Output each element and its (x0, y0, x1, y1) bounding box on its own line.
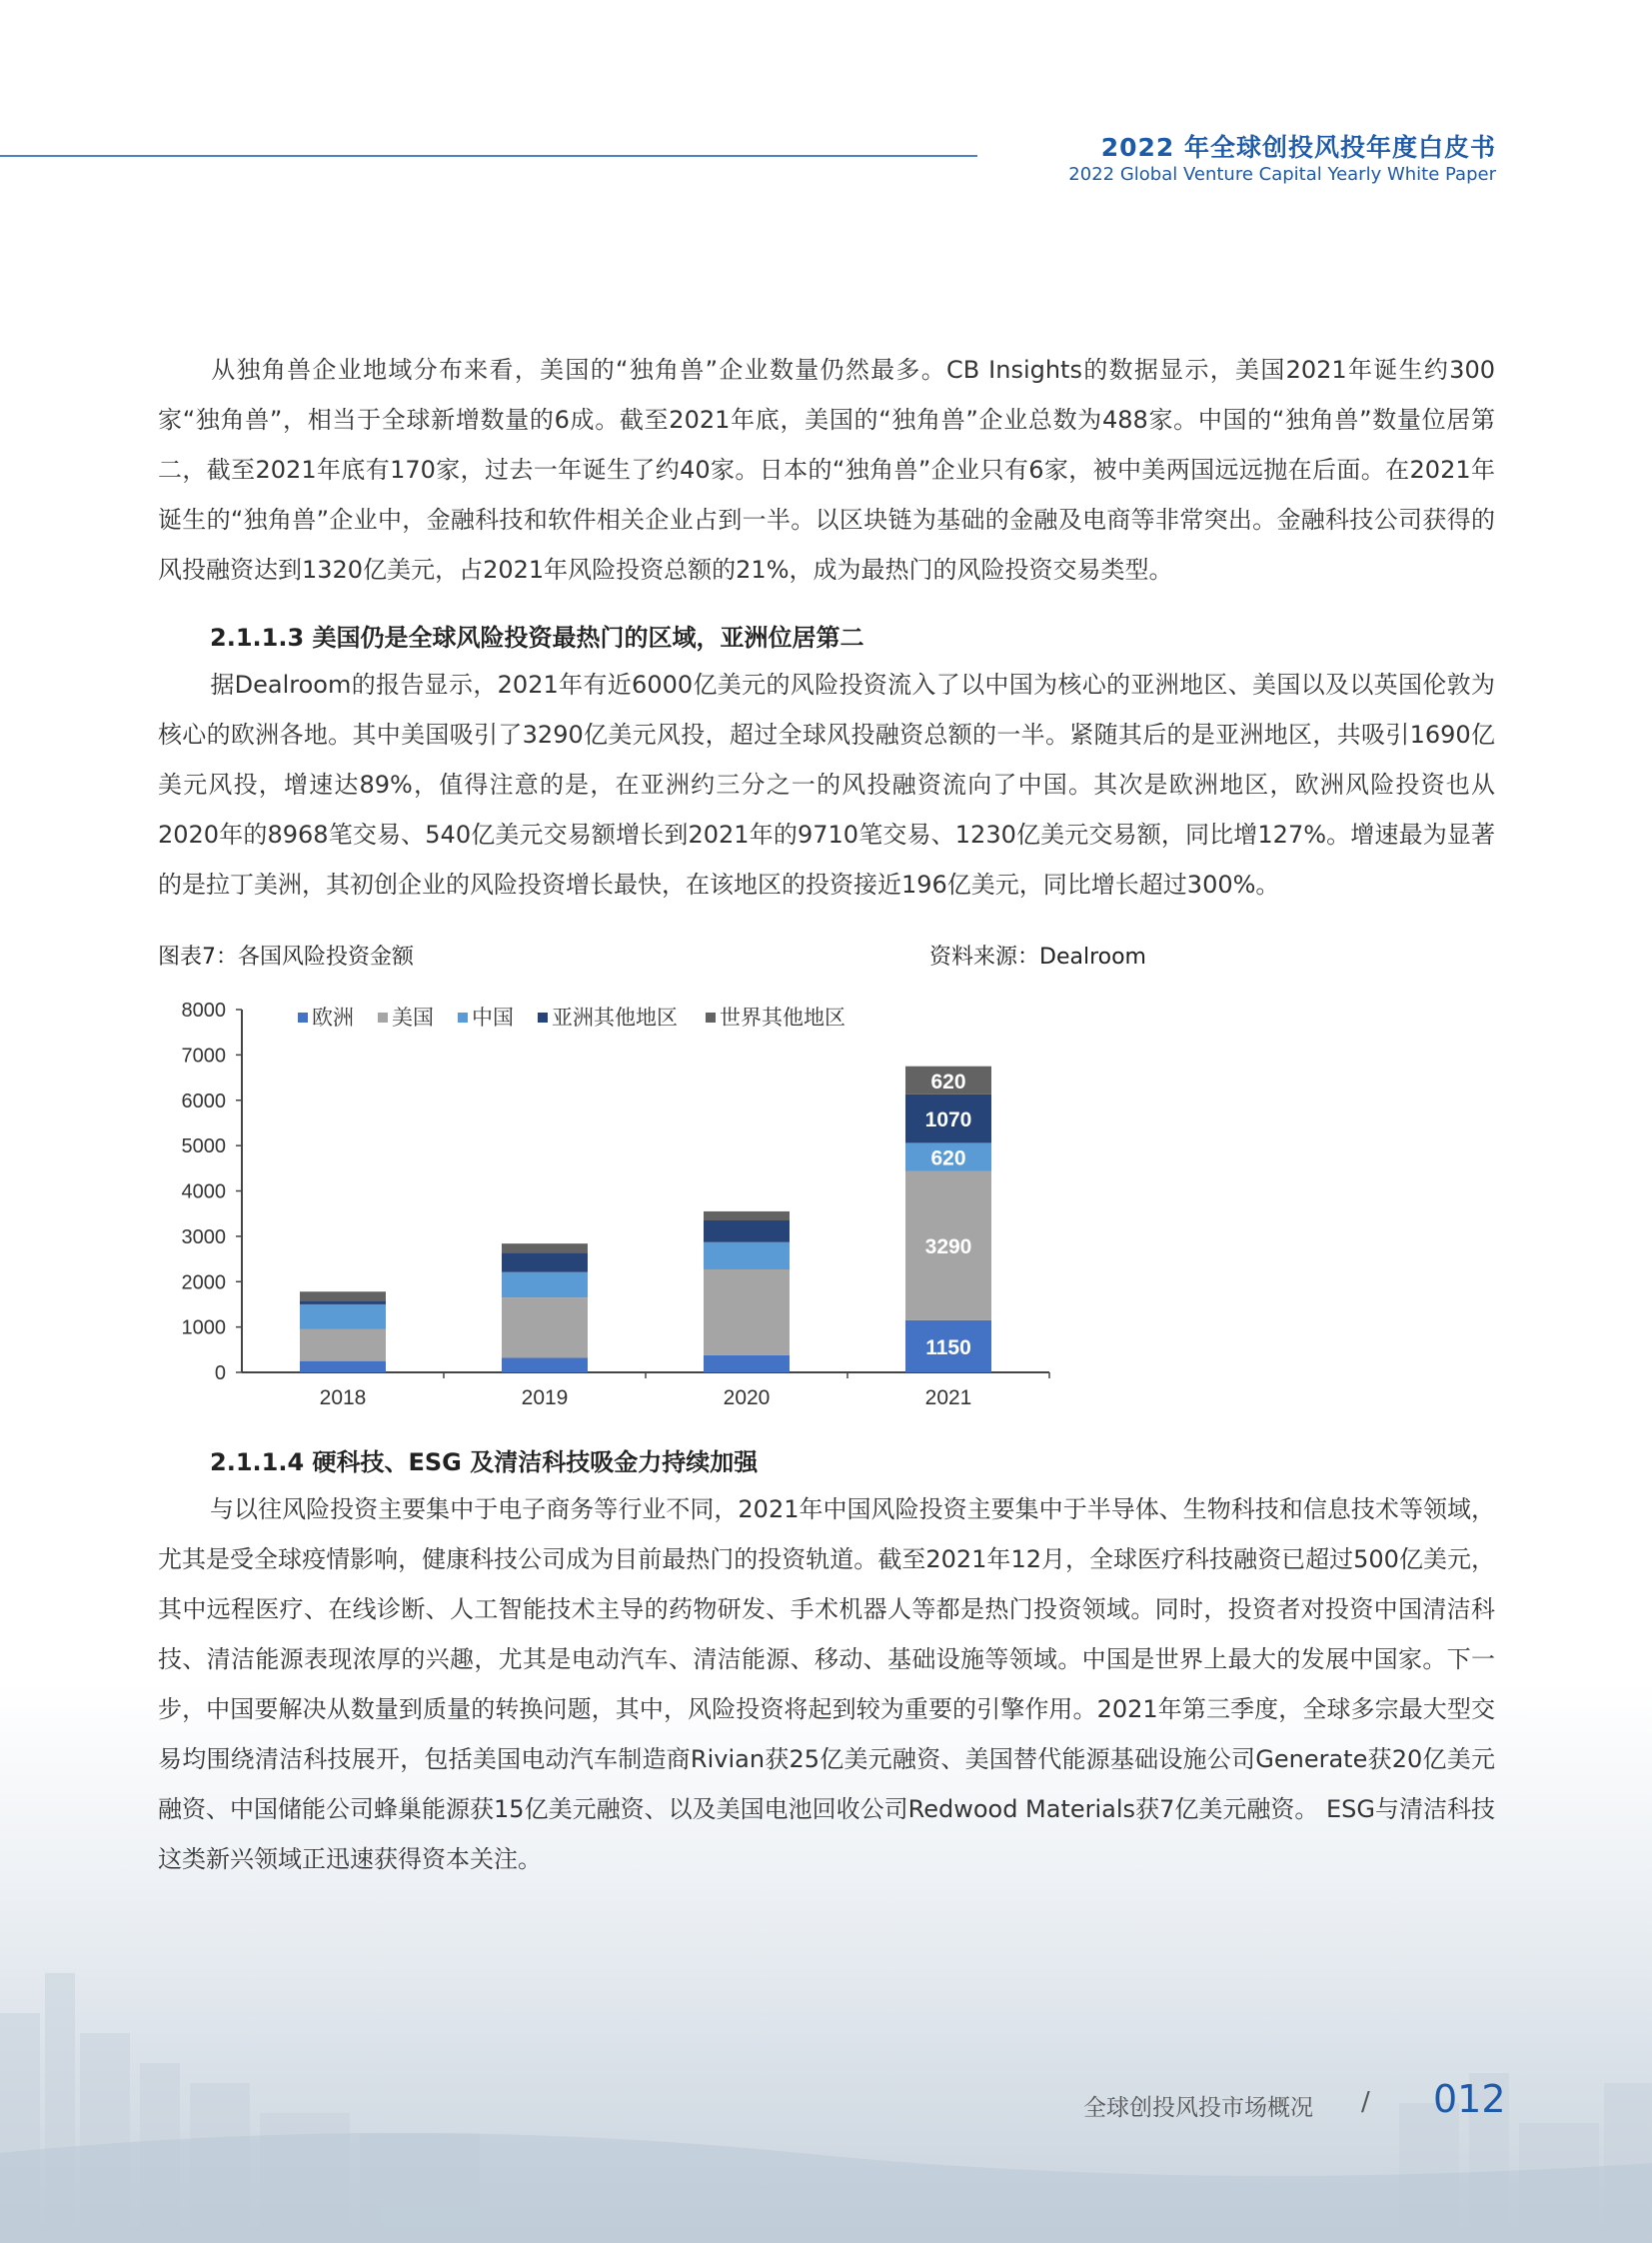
y-tick-label: 0 (214, 1362, 226, 1384)
paragraph-unicorn-text: 从独角兽企业地域分布来看，美国的“独角兽”企业数量仍然最多。CB Insights的数据显示，美国2021年诞生约300家“独角兽”，相当于全球新增数量的6成。截至2021年底，美国的“独角兽”企业总数为488家。中国的“独角兽”数量位居第二，截至2021年底有170家，过去一年诞生了约40家。日本的“独角兽”企业只有6家，被中美两国远远抛在后面。在2021年诞生的“独角兽”企业中，金融科技和软件相关企业占到一半。以区块链为基础的金融及电商等非常突出。金融科技公司获得的风投融资达到1320亿美元，占2021年风险投资总额的21%，成为最热门的风险投资交易类型。 (158, 356, 1495, 584)
legend-label: 中国 (472, 1006, 514, 1030)
legend-label: 美国 (392, 1006, 434, 1030)
data-label: 1150 (925, 1335, 971, 1359)
legend-label: 亚洲其他地区 (552, 1006, 678, 1030)
x-tick-label: 2019 (521, 1386, 569, 1409)
bar-segment-2018-3 (300, 1300, 386, 1304)
bar-segment-2020-1 (704, 1269, 790, 1355)
x-tick-label: 2020 (723, 1386, 771, 1409)
paragraph-unicorn (158, 345, 1495, 595)
bar-segment-2019-3 (502, 1252, 588, 1272)
bar-segment-2018-2 (300, 1304, 386, 1329)
chart-caption: 图表7：各国风险投资金额 (158, 945, 414, 970)
legend-swatch (538, 1013, 548, 1023)
bar-segment-2020-4 (704, 1211, 790, 1220)
stacked-bar-chart (150, 990, 1139, 1419)
bar-segment-2018-0 (300, 1361, 386, 1372)
bar-segment-2019-0 (502, 1357, 588, 1372)
section-heading-2114: 2.1.1.4 硬科技、ESG 及清洁科技吸金力持续加强 (210, 1448, 759, 1476)
legend-label: 欧洲 (312, 1006, 354, 1030)
y-tick-label: 3000 (181, 1225, 226, 1248)
paragraph-regions-text: 据Dealroom的报告显示，2021年有近6000亿美元的风险投资流入了以中国为核心的亚洲地区、美国以及以英国伦敦为核心的欧洲各地。其中美国吸引了3290亿美元风投，超过全球风投融资总额的一半。紧随其后的是亚洲地区，共吸引1690亿美元风投，增速达89%，值得注意的是，在亚洲约三分之一的风投融资流向了中国。其次是欧洲地区，欧洲风险投资也从2020年的8968笔交易、540亿美元交易额增长到2021年的9710笔交易、1230亿美元交易额，同比增127%。增速最为显著的是拉丁美洲，其初创企业的风险投资增长最快，在该地区的投资接近196亿美元，同比增长超过300%。 (158, 671, 1495, 899)
y-tick-label: 1000 (181, 1316, 226, 1339)
y-tick-label: 2000 (181, 1271, 226, 1294)
y-tick-label: 6000 (181, 1090, 226, 1113)
bar-segment-2019-2 (502, 1272, 588, 1297)
chart-source: 资料来源：Dealroom (929, 945, 1146, 970)
x-tick-label: 2021 (924, 1386, 972, 1409)
footer-section-name: 全球创投风投市场概况 (1083, 2095, 1313, 2121)
y-tick-label: 7000 (181, 1045, 226, 1068)
header-subtitle: 2022 Global Venture Capital Yearly White Paper (1068, 164, 1496, 185)
footer-separator: / (1361, 2087, 1370, 2117)
y-tick-label: 8000 (181, 1000, 226, 1022)
legend-swatch (706, 1013, 716, 1023)
bar-segment-2020-0 (704, 1355, 790, 1372)
y-tick-label: 4000 (181, 1180, 226, 1203)
y-tick-label: 5000 (181, 1135, 226, 1158)
legend-swatch (378, 1013, 388, 1023)
bar-segment-2018-4 (300, 1291, 386, 1300)
data-label: 620 (930, 1146, 966, 1170)
x-tick-label: 2018 (319, 1386, 367, 1409)
legend-swatch (458, 1013, 468, 1023)
bar-segment-2020-3 (704, 1220, 790, 1242)
data-label: 1070 (924, 1109, 972, 1132)
bar-segment-2019-1 (502, 1297, 588, 1357)
paragraph-hardtech (158, 1484, 1495, 1884)
paragraph-regions (158, 660, 1495, 910)
section-heading-2113: 2.1.1.3 美国仍是全球风险投资最热门的区域，亚洲位居第二 (210, 624, 864, 652)
legend-label: 世界其他地区 (720, 1006, 845, 1030)
header-title: 2022 年全球创投风投年度白皮书 (1100, 133, 1496, 162)
legend-swatch (298, 1013, 308, 1023)
page-number: 012 (1433, 2077, 1506, 2121)
paragraph-hardtech-text: 与以往风险投资主要集中于电子商务等行业不同，2021年中国风险投资主要集中于半导体、生物科技和信息技术等领域，尤其是受全球疫情影响，健康科技公司成为目前最热门的投资轨道。截至2021年12月，全球医疗科技融资已超过500亿美元，其中远程医疗、在线诊断、人工智能技术主导的药物研发、手术机器人等都是热门投资领域。同时，投资者对投资中国清洁科技、清洁能源表现浓厚的兴趣，尤其是电动汽车、清洁能源、移动、基础设施等领域。中国是世界上最大的发展中国家。下一步，中国要解决从数量到质量的转换问题，其中，风险投资将起到较为重要的引擎作用。2021年第三季度，全球多宗最大型交易均围绕清洁科技展开，包括美国电动汽车制造商Rivian获25亿美元融资、美国替代能源基础设施公司Generate获20亿美元 融资、中国储能公司蜂巢能源获15亿美元融资、以及美国电池回收公司Redwood Materials获7亿美元融资。 ESG与清洁科技这类新兴领域正迅速获得资本关注。 (158, 1495, 1495, 1873)
header-rule (0, 155, 977, 157)
bar-segment-2020-2 (704, 1242, 790, 1269)
data-label: 620 (930, 1070, 966, 1094)
bar-segment-2019-4 (502, 1243, 588, 1252)
bar-segment-2018-1 (300, 1329, 386, 1361)
data-label: 3290 (924, 1235, 972, 1259)
